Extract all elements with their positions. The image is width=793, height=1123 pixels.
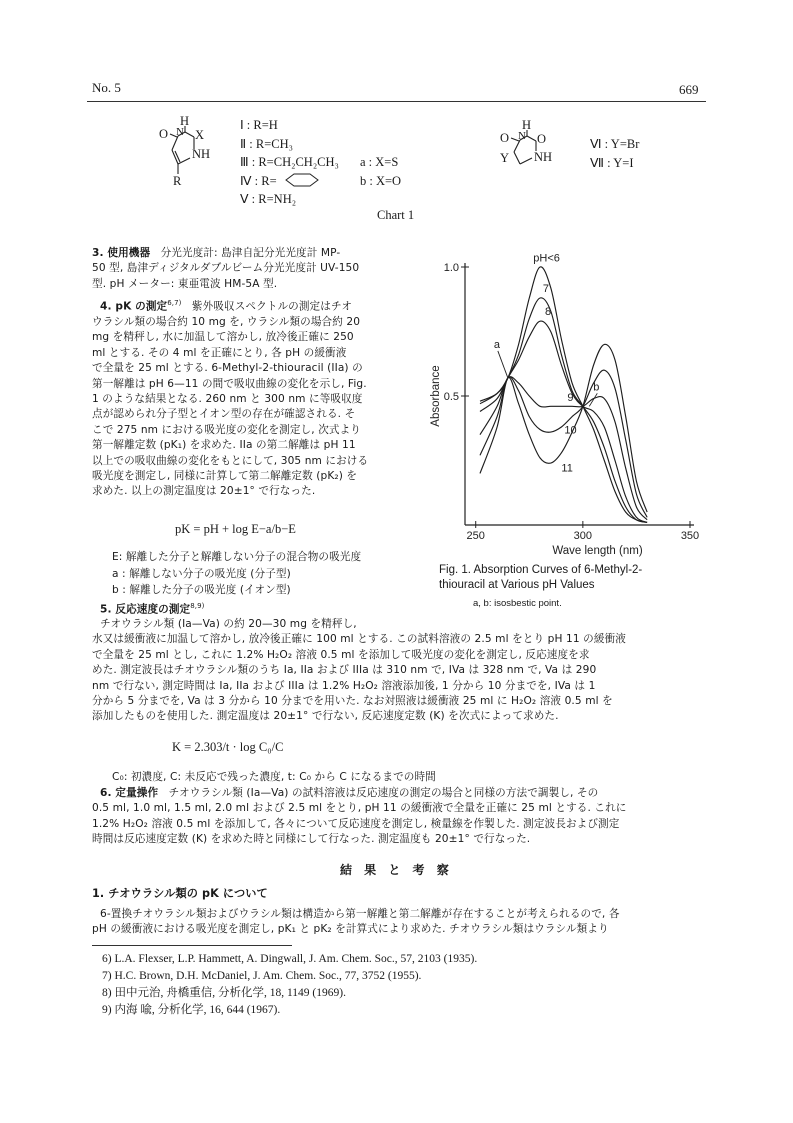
isosbestic-leader-0 xyxy=(498,351,508,378)
x-tick-label-1: 300 xyxy=(573,530,593,542)
section-4-line-1: 紫外吸収スペクトルの測定はチオ xyxy=(191,300,353,313)
definition-e: E: 解離した分子と解離しない分子の混合物の吸光度 xyxy=(112,551,362,563)
results-line-1: 6-置換チオウラシル類およびウラシル類は構造から第一解離と第二解離が存在することが考えられるので, 各 xyxy=(100,908,620,920)
section-4-line-9: こで 275 nm における吸光度の変化を測定し, 次式より xyxy=(92,423,361,436)
section-5-heading xyxy=(100,599,205,618)
chart-1-caption: Chart 1 xyxy=(377,208,415,222)
section-5-line-2: 水又は緩衝液に加温して溶かし, 放冷後正確に 100 ml とする. この試料溶液の 2.5 ml をとり pH 11 の緩衝液 xyxy=(92,633,626,646)
compound-iv-label: Ⅳ : R= xyxy=(240,173,277,188)
results-body xyxy=(92,907,717,938)
section-5-line-6: 分から 5 分までを, Va は 3 分から 10 分までを用いた. なお対照液は緩衝液 25 ml に H₂O₂ 溶液 0.5 ml を xyxy=(92,695,613,708)
section-4-line-4: ml とする. その 4 ml を正確にとり, 各 pH の緩衝液 xyxy=(92,346,347,359)
figure-1-caption xyxy=(439,563,642,593)
variant-list xyxy=(360,153,401,190)
figure-1-caption-line-1: Fig. 1. Absorption Curves of 6-Methyl-2- xyxy=(439,564,643,576)
section-4-title: 4. pK の測定 xyxy=(100,300,168,313)
ring-left-nh: NH xyxy=(192,147,211,161)
section-4-line-6: 第一解離は pH 6—11 の間で吸収曲線の変化を示し, Fig. xyxy=(92,377,367,390)
halogen-list xyxy=(590,135,639,172)
section-4-line-10: 第一解離定数 (pK₁) を求めた. IIa の第二解離は pH 11 xyxy=(92,439,356,452)
ring-left-o: O xyxy=(159,127,169,141)
y-axis-label: Absorbance xyxy=(430,365,442,427)
section-6-line-2: 0.5 ml, 1.0 ml, 1.5 ml, 2.0 ml および 2.5 ml をとり, pH 11 の緩衝液で全量を正確に 25 ml とする. これに xyxy=(92,802,627,815)
section-4-line-11: 以上での吸収曲線の変化をもとにして, 305 nm における xyxy=(92,454,369,467)
ring-left-x: X xyxy=(195,128,205,142)
ring-left-n: N xyxy=(176,126,184,138)
series-label-2: 8 xyxy=(545,306,552,319)
section-6-line-3: 1.2% H₂O₂ 溶液 0.5 ml を添加して, 各々について反応速度を測定し, 検量線を作製した. 測定波長および測定 xyxy=(92,817,620,830)
pk-equation: pK = pH + log E−a/b−E xyxy=(175,522,296,536)
section-4-line-3: mg を精秤し, 水に加温して溶かし, 放冷後正確に 250 xyxy=(92,331,354,344)
section-6-line-4: 時間は反応速度定数 (K) を求めた時と同様にして行なった. 測定温度も 20±1° で行なった. xyxy=(92,833,531,846)
section-4-definitions xyxy=(112,549,432,599)
definition-b: b : 解離した分子の吸光度 (イオン型) xyxy=(112,584,291,596)
figure-1-note: a, b: isosbestic point. xyxy=(473,598,562,609)
ring-right-y: Y xyxy=(500,151,510,165)
compound-iv xyxy=(240,172,339,191)
section-4-line-13: 求めた. 以上の測定温度は 20±1° で行なった. xyxy=(92,485,316,498)
section-5-title: 5. 反応速度の測定 xyxy=(100,603,191,616)
y-tick-label-0: 0.5 xyxy=(443,391,459,403)
page-number: 669 xyxy=(679,82,699,97)
section-4-line-2: ウラシル類の場合約 10 mg を, ウラシル類の場合約 20 xyxy=(92,315,361,328)
series-label-4: 10 xyxy=(564,424,577,437)
series-curve-1 xyxy=(480,298,647,523)
ring-right-n: N xyxy=(518,130,526,142)
compound-vii: Ⅶ : Y=I xyxy=(590,155,634,170)
section-4 xyxy=(92,296,414,500)
header-rule xyxy=(87,101,706,102)
section-5-line-1: チオウラシル類 (Ia—Va) の約 20—30 mg を精秤し, xyxy=(100,618,357,630)
reference-9 xyxy=(102,1002,702,1019)
ring-right-nh: NH xyxy=(534,150,553,164)
x-tick-label-0: 250 xyxy=(466,530,485,542)
results-subheading xyxy=(92,886,268,901)
ring-right-h: H xyxy=(522,118,532,132)
ring-right-o: O xyxy=(500,131,510,145)
definition-a: a : 解離しない分子の吸光度 (分子型) xyxy=(112,567,291,580)
reference-9-text: 内海 喩, 分析化学, 16, 644 (1967). xyxy=(114,1004,281,1016)
ring-right-x: O xyxy=(537,132,547,146)
results-line-2: pH の緩衝液における吸光度を測定し, pK₁ と pK₂ を計算式により求めた. チオウラシル類はウラシル類より xyxy=(92,923,609,936)
section-4-line-7: 1 のような結果となる. 260 nm と 300 nm に等吸収度 xyxy=(92,392,363,405)
series-label-5: 11 xyxy=(561,462,573,475)
results-subheading-text: 1. チオウラシル類の pK について xyxy=(92,887,268,900)
section-3 xyxy=(92,246,412,292)
section-6-title: 6. 定量操作 xyxy=(100,787,159,799)
series-label-3: 9 xyxy=(567,392,574,405)
section-6 xyxy=(92,786,712,848)
variant-a: a : X=S xyxy=(360,155,399,169)
reference-8-number: 8) xyxy=(102,987,112,999)
series-label-0: pH<6 xyxy=(533,252,560,265)
rate-definitions: C₀: 初濃度, C: 未反応で残った濃度, t: C₀ から C になるまでの時間 xyxy=(112,771,436,783)
x-axis-label: Wave length (nm) xyxy=(552,545,643,557)
section-4-line-12: 吸光度を測定し, 同様に計算して第二解離定数 (pK₂) を xyxy=(92,470,358,482)
rate-equation: K = 2.303/t · log C₀/C xyxy=(172,740,284,754)
reference-6 xyxy=(102,951,702,968)
section-4-line-5: で全量を 25 ml とする. 6-Methyl-2-thiouracil (IIa) の xyxy=(92,362,363,375)
section-3-line-2: 50 型, 島津ディジタルダブルビーム分光光度計 UV-150 xyxy=(92,262,360,275)
section-5-body xyxy=(92,617,712,725)
ring-left-h: H xyxy=(180,114,190,128)
y-tick-label-1: 1.0 xyxy=(443,262,459,274)
ring-left-r: R xyxy=(173,174,182,188)
section-4-line-8: 点が認められ分子型とイオン型の存在が確認される. そ xyxy=(92,408,356,421)
figure-1-caption-line-2: thiouracil at Various pH Values xyxy=(439,579,595,591)
reference-6-text: L.A. Flexser, L.P. Hammett, A. Dingwall, J. Am. Chem. Soc., 57, 2103 (1935). xyxy=(114,953,478,965)
section-3-line-3: 型. pH メーター: 東亜電波 HM-5A 型. xyxy=(92,277,278,290)
figure-1-chart xyxy=(425,250,715,560)
section-5-line-3: で全量を 25 ml とし, これに 1.2% H₂O₂ 溶液 0.5 ml を添加して吸光度の変化を測定し, 反応速度を求 xyxy=(92,648,590,661)
reference-7-text: H.C. Brown, D.H. McDaniel, J. Am. Chem. Soc., 77, 3752 (1955). xyxy=(114,970,422,982)
variant-b: b : X=O xyxy=(360,173,402,188)
section-5-ref: 8,9) xyxy=(190,602,205,610)
section-3-title: 3. 使用機器 xyxy=(92,247,151,259)
compound-iii: Ⅲ : R=CH₂CH₂CH₃ xyxy=(240,155,339,170)
x-tick-label-2: 350 xyxy=(680,530,700,542)
reference-7 xyxy=(102,968,702,985)
reference-6-number: 6) xyxy=(102,953,112,965)
section-5-line-7: 添加したものを使用した. 測定温度は 20±1° で行ない, 反応速度定数 (K) を次式によって求めた. xyxy=(92,710,559,723)
compound-list xyxy=(240,116,339,209)
isosbestic-label-1: b xyxy=(593,381,600,394)
journal-issue: No. 5 xyxy=(92,80,121,95)
compound-vi: Ⅵ : Y=Br xyxy=(590,137,640,151)
series-label-1: 7 xyxy=(542,282,549,295)
absorbance-chart-svg xyxy=(425,250,715,560)
compound-i: Ⅰ : R=H xyxy=(240,118,278,132)
reference-8-text: 田中元治, 舟橋重信, 分析化学, 18, 1149 (1969). xyxy=(114,987,346,999)
benzene-ring-icon xyxy=(280,173,326,187)
isosbestic-label-0: a xyxy=(493,338,500,351)
reference-8 xyxy=(102,985,702,1002)
reference-9-number: 9) xyxy=(102,1004,112,1016)
section-5-line-4: めた. 測定波長はチオウラシル類のうち Ia, IIa および IIIa は 310 nm で, IVa は 328 nm で, Va は 290 xyxy=(92,664,597,677)
section-6-line-1: チオウラシル類 (Ia—Va) の試料溶液は反応速度の測定の場合と同様の方法で調製し, その xyxy=(168,787,599,799)
results-heading: 結 果 と 考 察 xyxy=(340,863,453,877)
compound-v: Ⅴ : R=NH₂ xyxy=(240,192,297,207)
section-4-ref: 6,7) xyxy=(167,299,182,307)
references xyxy=(102,951,702,1019)
compound-ii: Ⅱ : R=CH₃ xyxy=(240,136,293,151)
footnote-rule xyxy=(92,945,292,946)
section-3-line-1: 分光光度計: 島津自記分光光度計 MP- xyxy=(160,247,341,259)
reference-7-number: 7) xyxy=(102,970,112,982)
section-5-line-5: nm で行ない, 測定時間は Ia, IIa および IIIa は 1.2% H₂O₂ 溶液添加後, 1 分から 10 分までを, IVa は 1 xyxy=(92,679,596,692)
